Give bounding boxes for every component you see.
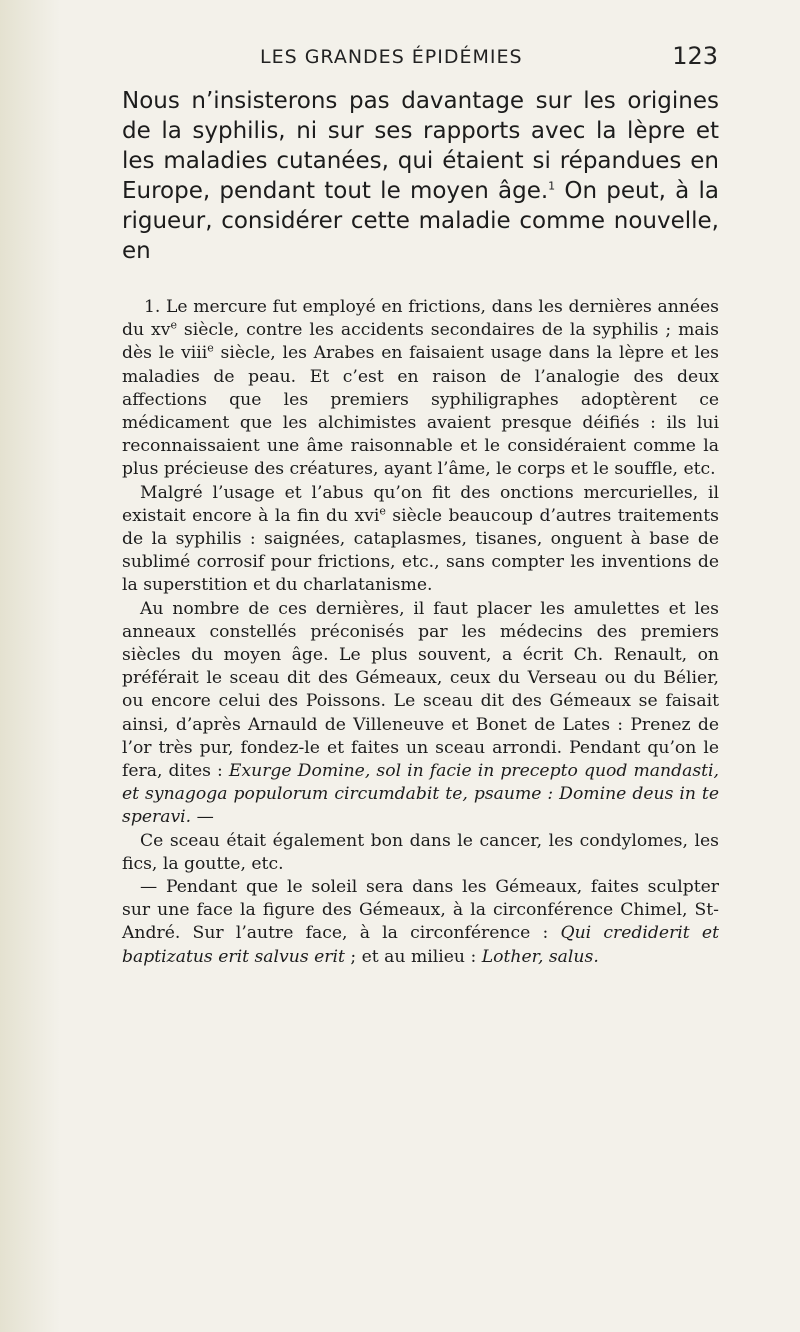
footnote-text: 1. Le mercure fut employé en frictions, dans les dernières années du xv [122, 297, 719, 341]
latin-inscription: Lother, salus. [481, 946, 599, 967]
footnote-text: — [191, 807, 214, 828]
footnote-paragraph-5 [122, 876, 719, 969]
footnote-text: siècle, contre les accidents secondaires de la syphilis ; mais dès le viii [122, 320, 719, 364]
main-text-part-1: Nous n’insisterons pas davantage sur les origines de la syphilis, ni sur ses rapports avec la lèpre et les maladies cutanées, qui étaient si répandues en Europe, pendant tout le moyen âge. [122, 88, 719, 204]
footnote-text: ; et au milieu : [344, 946, 482, 967]
main-text-part-2: On peut, à la rigueur, considérer cette maladie comme nouvelle, en [122, 178, 719, 264]
page-number: 123 [672, 42, 718, 70]
footnote-paragraph-3 [122, 598, 719, 830]
footnote-text: siècle beaucoup d’autres traitements de la syphilis : saignées, cataplasmes, tisanes, onguent à base de sublimé corrosif pour frictions, etc., sans compter les inventions de la superstition et du charlatanisme. [122, 505, 719, 596]
page-header [118, 42, 718, 72]
ordinal-superscript: e [207, 341, 214, 355]
ordinal-superscript: e [379, 504, 386, 518]
footnote-text: — Pendant que le soleil sera dans les Gémeaux, faites sculpter sur une face la figure des Gémeaux, à la circonférence Chimel, St-André. Sur l’autre face, à la circonférence : [122, 877, 719, 944]
footnote-text: Au nombre de ces dernières, il faut placer les amulettes et les anneaux constellés préconisés par les médecins des premiers siècles du moyen âge. Le plus souvent, a écrit Ch. Renault, on préférait le sceau dit des Gémeaux, ceux du Verseau ou du Bélier, ou encore celui des Poissons. Le sceau dit des Gémeaux se faisait ainsi, d’après Arnauld de Villeneuve et Bonet de Lates : Prenez de l’or très pur, fondez-le et faites un sceau arrondi. Pendant qu’on le fera, dites : [122, 598, 719, 782]
main-paragraph [122, 86, 719, 266]
footnotes [122, 296, 719, 969]
footnote-reference: 1 [548, 179, 556, 193]
running-title: LES GRANDES ÉPIDÉMIES [260, 46, 523, 68]
latin-inscription: Qui crediderit et baptizatus erit salvus erit [122, 923, 719, 967]
footnote-paragraph-2 [122, 482, 719, 598]
footnote-text: Malgré l’usage et l’abus qu’on fit des onctions mercurielles, il existait encore à la fin du xvi [122, 482, 719, 526]
footnote-text: siècle, les Arabes en faisaient usage dans la lèpre et les maladies de peau. Et c’est en raison de l’analogie des deux affections que les premiers syphiligraphes adoptèrent ce médicament que les alchimistes avaient presque déifiés : ils lui reconnaissaient une âme raisonnable et le considéraient comme la plus précieuse des créatures, ayant l’âme, le corps et le souffle, etc. [122, 343, 719, 480]
footnote-paragraph-4: Ce sceau était également bon dans le cancer, les condylomes, les fics, la goutte, etc. [122, 830, 719, 874]
ordinal-superscript: e [170, 318, 177, 332]
footnote-paragraph-1 [122, 296, 719, 482]
latin-incantation: Exurge Domine, sol in facie in precepto quod mandasti, et synagoga populorum circumdabit te, psaume : Domine deus in te speravi. [122, 761, 720, 828]
